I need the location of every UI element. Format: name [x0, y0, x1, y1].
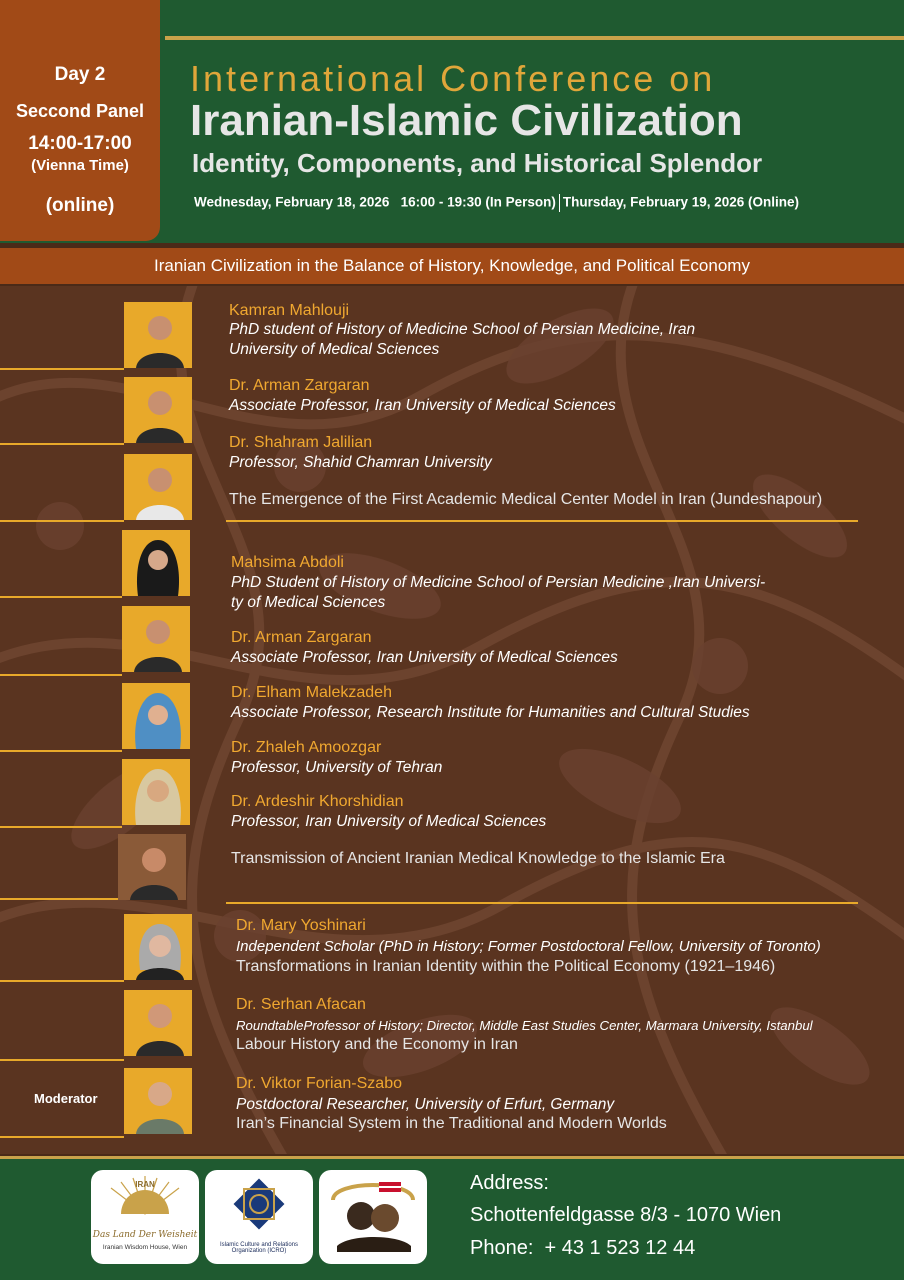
date-separator	[559, 194, 560, 212]
person-photo-icon	[132, 996, 188, 1056]
conference-title-line2: Iranian-Islamic Civilization	[190, 96, 743, 145]
logo-caption: Iranian Wisdom House, Wien	[102, 1244, 188, 1251]
header-gold-rule	[165, 36, 904, 40]
person-photo-icon	[126, 840, 182, 900]
icro-logo	[205, 1170, 313, 1264]
conference-subtitle: Identity, Components, and Historical Splendor	[192, 148, 763, 178]
person-photo-icon	[132, 308, 188, 368]
speaker-photo	[122, 606, 190, 672]
day-box	[0, 0, 160, 241]
speaker-name: Dr. Shahram Jalilian	[229, 434, 373, 451]
photo-guide-line	[0, 1059, 124, 1061]
address-label: Address:	[470, 1172, 549, 1194]
speaker-affiliation: Associate Professor, Research Institute for Humanities and Cultural Studies	[231, 704, 750, 721]
moderator-label: Moderator	[34, 1091, 98, 1106]
talk-title: Transformations in Iranian Identity within the Political Economy (1921–1946)	[236, 958, 776, 975]
day-label: Day 2	[54, 64, 106, 85]
talk-title: The Emergence of the First Academic Medical Center Model in Iran (Jundeshapour)	[229, 491, 823, 508]
speaker-photo	[122, 683, 190, 749]
photo-guide-line	[0, 368, 124, 370]
speaker-affiliation: PhD student of History of Medicine School of Persian Medicine, Iran	[229, 321, 696, 338]
header	[0, 0, 904, 243]
speaker-affiliation: Associate Professor, Iran University of Medical Sciences	[231, 649, 618, 666]
panel-label: Seccond Panel	[15, 101, 145, 121]
speaker-affiliation: ty of Medical Sciences	[231, 594, 386, 611]
speaker-name: Dr. Arman Zargaran	[229, 377, 370, 394]
speaker-affiliation: Professor, Shahid Chamran University	[229, 454, 492, 471]
logo-script-text: Das Land Der Weisheit	[92, 1230, 198, 1240]
logo-text: IRAN	[135, 1180, 155, 1189]
speaker-affiliation: RoundtableProfessor of History; Director, Middle East Studies Center, Marmara University, Istanbul	[236, 1018, 813, 1033]
speaker-affiliation: Professor, Iran University of Medical Sciences	[231, 813, 547, 830]
portrait-emblem-icon	[319, 1170, 427, 1264]
icro-emblem-icon	[205, 1176, 313, 1240]
speaker-name: Mahsima Abdoli	[231, 554, 344, 571]
talk-title: Iran’s Financial System in the Traditional and Modern Worlds	[236, 1115, 667, 1132]
speaker-photo	[124, 990, 192, 1056]
speaker-name: Dr. Mary Yoshinari	[236, 917, 366, 934]
hafez-goethe-logo	[319, 1170, 427, 1264]
photo-guide-line	[0, 520, 124, 522]
speaker-photo	[124, 302, 192, 368]
section-divider	[226, 520, 858, 522]
address-text: Schottenfeldgasse 8/3 - 1070 Wien	[470, 1204, 782, 1226]
photo-guide-line	[0, 674, 122, 676]
speaker-affiliation: University of Medical Sciences	[229, 341, 440, 358]
photo-guide-line	[0, 1136, 124, 1138]
speaker-affiliation: Associate Professor, Iran University of Medical Sciences	[229, 397, 616, 414]
photo-guide-line	[0, 596, 122, 598]
speaker-photo	[124, 454, 192, 520]
phone-text: Phone: + 43 1 523 12 44	[470, 1237, 696, 1259]
person-photo-icon	[132, 460, 188, 520]
logo-caption: Islamic Culture and Relations Organization (ICRO)	[219, 1242, 299, 1254]
person-photo-icon	[130, 536, 186, 596]
panel-title-band	[0, 248, 904, 284]
person-photo-icon	[130, 689, 186, 749]
photo-guide-line	[0, 826, 122, 828]
footer-gold-rule	[0, 1156, 904, 1159]
photo-guide-line	[0, 980, 124, 982]
speaker-affiliation: Postdoctoral Researcher, University of Erfurt, Germany	[236, 1096, 615, 1113]
talk-title: Transmission of Ancient Iranian Medical Knowledge to the Islamic Era	[231, 850, 725, 867]
time-label: 14:00-17:00	[28, 133, 132, 154]
speaker-affiliation: Independent Scholar (PhD in History; Former Postdoctoral Fellow, University of Toronto)	[236, 938, 821, 955]
talk-title: Labour History and the Economy in Iran	[236, 1036, 518, 1053]
speaker-affiliation: PhD Student of History of Medicine School of Persian Medicine ,Iran Universi-	[231, 574, 766, 591]
speaker-name: Dr. Zhaleh Amoozgar	[231, 739, 382, 756]
date-in-person: Wednesday, February 18, 2026 16:00 - 19:30 (In Person)	[194, 194, 556, 210]
speaker-photo	[124, 377, 192, 443]
speaker-photo	[122, 759, 190, 825]
speaker-photo	[118, 834, 186, 900]
speaker-photo	[122, 530, 190, 596]
photo-guide-line	[0, 443, 124, 445]
timezone-label: (Vienna Time)	[31, 157, 129, 174]
conference-dates	[194, 194, 894, 212]
speaker-name: Kamran Mahlouji	[229, 302, 350, 319]
speaker-name: Dr. Viktor Forian-Szabo	[236, 1075, 402, 1092]
panel-title: Iranian Civilization in the Balance of History, Knowledge, and Political Economy	[154, 256, 750, 275]
photo-guide-line	[0, 898, 122, 900]
date-online: Thursday, February 19, 2026 (Online)	[562, 194, 800, 210]
person-photo-icon	[130, 765, 186, 825]
person-photo-icon	[132, 383, 188, 443]
person-photo-icon	[132, 1074, 188, 1134]
speaker-affiliation: Professor, University of Tehran	[231, 759, 443, 776]
speaker-name: Dr. Elham Malekzadeh	[231, 684, 392, 701]
photo-guide-line	[0, 750, 122, 752]
section-divider	[226, 902, 858, 904]
person-photo-icon	[132, 920, 188, 980]
conference-title-line1: International Conference on	[190, 58, 716, 99]
person-photo-icon	[130, 612, 186, 672]
speaker-photo	[124, 1068, 192, 1134]
mode-label: (online)	[45, 195, 115, 216]
speaker-name: Dr. Arman Zargaran	[231, 629, 372, 646]
speaker-photo	[124, 914, 192, 980]
speaker-name: Dr. Serhan Afacan	[236, 996, 366, 1013]
speaker-name: Dr. Ardeshir Khorshidian	[231, 793, 404, 810]
iranian-wisdom-house-logo	[91, 1170, 199, 1264]
